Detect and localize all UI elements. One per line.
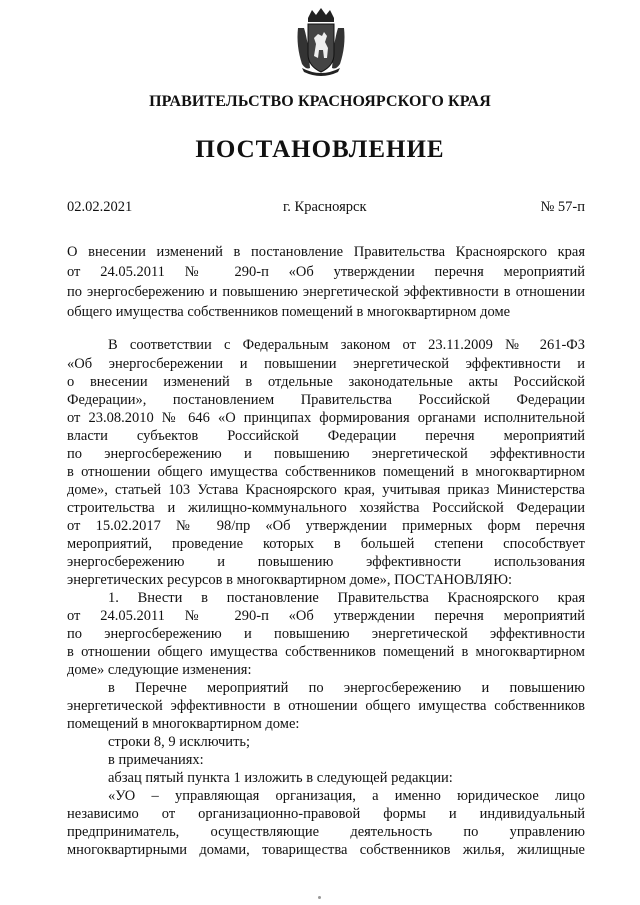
- government-title: ПРАВИТЕЛЬСТВО КРАСНОЯРСКОГО КРАЯ: [149, 93, 491, 110]
- title-line: О внесении изменений в постановление Правительства Красноярского края: [67, 244, 585, 260]
- body-line: строки 8, 9 исключить;: [108, 734, 251, 750]
- document-date: 02.02.2021: [67, 199, 133, 215]
- document-type-heading: ПОСТАНОВЛЕНИЕ: [195, 136, 445, 163]
- body-line: 1. Внести в постановление Правительства Красноярского края: [108, 590, 585, 606]
- body-line: В соответствии с Федеральным законом от 23.11.2009 № 261-ФЗ: [108, 337, 585, 353]
- body-line: в отношении общего имущества собственников помещений в многоквартирном: [67, 644, 585, 660]
- body-line: о внесении изменений в отдельные законодательные акты Российской: [67, 374, 585, 390]
- scan-dot: [318, 896, 321, 899]
- body-line: «УО – управляющая организация, а именно юридическое лицо: [108, 788, 585, 804]
- body-line: независимо от организационно-правовой формы и индивидуальный: [67, 806, 585, 822]
- body-line: по энергосбережению и повышению энергетической эффективности: [67, 446, 585, 462]
- body-line: доме», статьей 103 Устава Красноярского края, учитывая приказ Министерства: [67, 482, 585, 498]
- title-line: от 24.05.2011 № 290-п «Об утверждении перечня мероприятий: [67, 264, 585, 280]
- body-line: в примечаниях:: [108, 752, 204, 768]
- body-line: предприниматель, осуществляющие деятельность по управлению: [67, 824, 585, 840]
- title-line: по энергосбережению и повышению энергетической эффективности в отношении: [67, 284, 585, 300]
- body-line: доме» следующие изменения:: [67, 662, 252, 678]
- document-number: № 57-п: [540, 199, 585, 215]
- document-city: г. Красноярск: [283, 199, 367, 215]
- body-line: строительства и жилищно-коммунального хозяйства Российской Федерации: [67, 500, 585, 516]
- body-line: энергетической эффективности в отношении общего имущества собственников: [67, 698, 585, 714]
- body-line: мероприятий, проведение которых в большей степени способствует: [67, 536, 585, 552]
- body-line: энергетических ресурсов в многоквартирном доме», ПОСТАНОВЛЯЮ:: [67, 572, 513, 588]
- body-line: помещений в многоквартирном доме:: [67, 716, 300, 732]
- title-line: общего имущества собственников помещений в многоквартирном доме: [67, 304, 511, 320]
- body-line: многоквартирными домами, товарищества собственников жилья, жилищные: [67, 842, 585, 858]
- body-line: в Перечне мероприятий по энергосбережению и повышению: [108, 680, 585, 696]
- body-line: от 23.08.2010 № 646 «О принципах формирования органами исполнительной: [67, 410, 585, 426]
- body-line: власти субъектов Российской Федерации перечня мероприятий: [67, 428, 585, 444]
- body-line: от 24.05.2011 № 290-п «Об утверждении перечня мероприятий: [67, 608, 585, 624]
- body-line: в отношении общего имущества собственников помещений в многоквартирном: [67, 464, 585, 480]
- coat-of-arms-emblem: [294, 6, 348, 78]
- body-line: абзац пятый пункта 1 изложить в следующей редакции:: [108, 770, 453, 786]
- body-line: «Об энергосбережении и повышении энергетической эффективности и: [67, 356, 585, 372]
- document-meta-row: [67, 199, 585, 219]
- body-line: Федерации», постановлением Правительства Российской Федерации: [67, 392, 585, 408]
- body-line: по энергосбережению и повышению энергетической эффективности: [67, 626, 585, 642]
- body-line: от 15.02.2017 № 98/пр «Об утверждении примерных форм перечня: [67, 518, 585, 534]
- body-line: энергосбережению и повышению эффективности использования: [67, 554, 585, 570]
